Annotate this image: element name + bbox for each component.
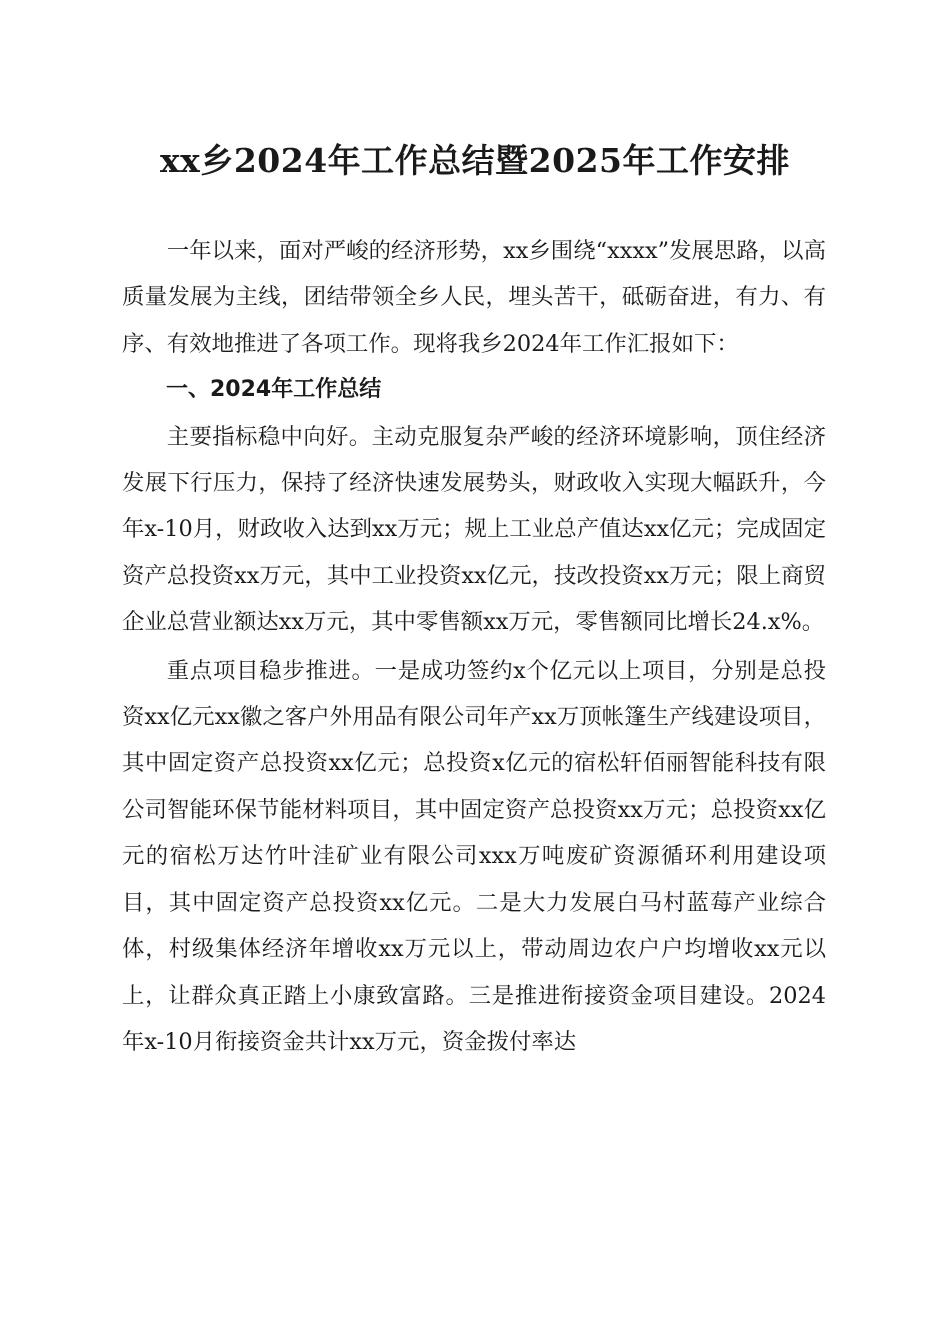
paragraph-main-indicators: 主要指标稳中向好。主动克服复杂严峻的经济环境影响，顶住经济发展下行压力，保持了经济快速发展势头，财政收入实现大幅跃升，今年x-10月，财政收入达到xx万元；规上工业总产值达xx亿元；完成固定资产总投资xx万元，其中工业投资xx亿元，技改投资xx万元；限上商贸企业总营业额达xx万元，其中零售额xx万元，零售额同比增长24.x%。: [122, 423, 826, 636]
section-heading-1: 一、2024年工作总结: [166, 377, 382, 403]
document-body: [122, 228, 826, 1065]
intro-paragraph: 一年以来，面对严峻的经济形势，xx乡围绕“xxxx”发展思路，以高质量发展为主线，团结带领全乡人民，埋头苦干，砥砺奋进，有力、有序、有效地推进了各项工作。现将我乡2024年工作汇报如下：: [122, 238, 826, 357]
document-title: xx乡2024年工作总结暨2025年工作安排: [159, 141, 791, 180]
paragraph-key-projects: 重点项目稳步推进。一是成功签约x个亿元以上项目，分别是总投资xx亿元xx徽之客户外用品有限公司年产xx万顶帐篷生产线建设项目，其中固定资产总投资xx亿元；总投资x亿元的宿松轩佰丽智能科技有限公司智能环保节能材料项目，其中固定资产总投资xx万元；总投资xx亿元的宿松万达竹叶洼矿业有限公司xxx万吨废矿资源循环利用建设项目，其中固定资产总投资xx亿元。二是大力发展白马村蓝莓产业综合体，村级集体经济年增收xx万元以上，带动周边农户户均增收xx元以上，让群众真正踏上小康致富路。三是推进衔接资金项目建设。2024年x-10月衔接资金共计xx万元，资金拨付率达: [122, 657, 826, 1055]
